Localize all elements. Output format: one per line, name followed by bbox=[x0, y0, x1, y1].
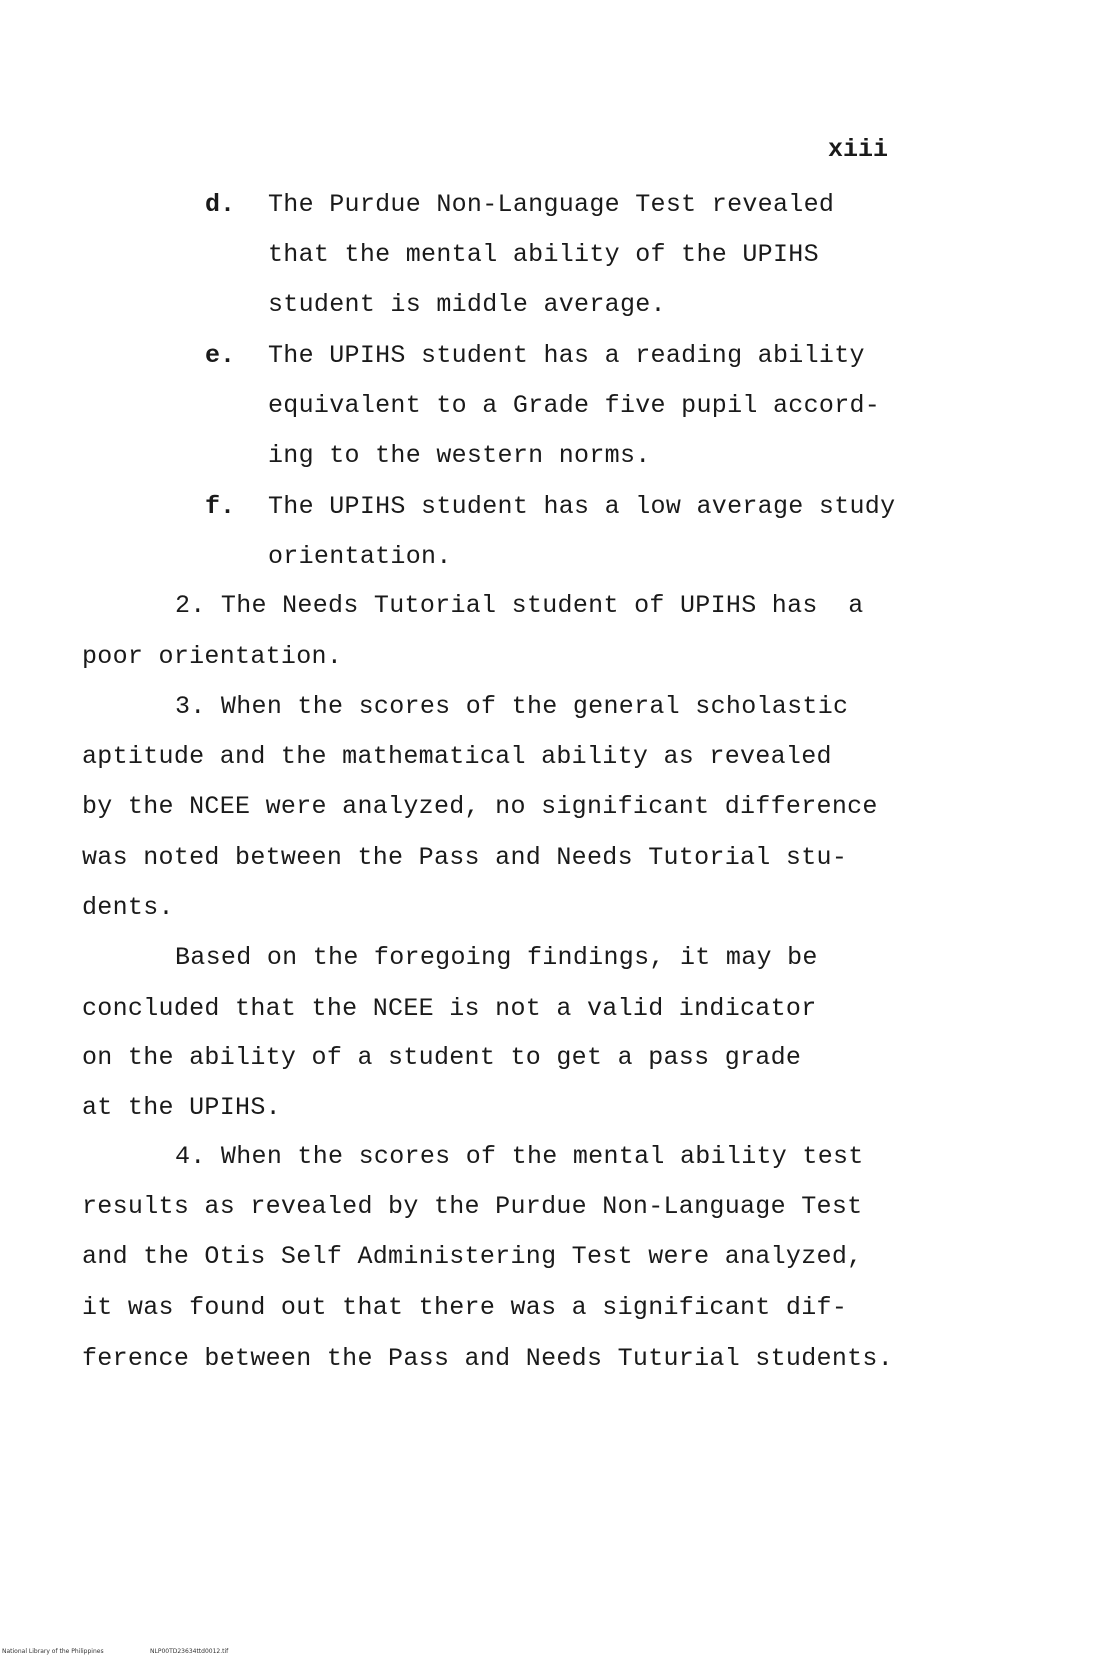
conclusion-line-2: concluded that the NCEE is not a valid indicator bbox=[82, 994, 817, 1023]
conclusion-line-3: on the ability of a student to get a pass grade bbox=[82, 1043, 802, 1072]
paragraph-3-line-2: aptitude and the mathematical ability as revealed bbox=[82, 742, 832, 771]
paragraph-3-line-3: by the NCEE were analyzed, no significant difference bbox=[82, 792, 878, 821]
item-f-line-2: orientation. bbox=[268, 542, 452, 571]
footer-file: NLP00TD23634ttd0012.tif bbox=[150, 1648, 229, 1655]
item-d-line-2: that the mental ability of the UPIHS bbox=[268, 240, 819, 269]
item-e-line-3: ing to the western norms. bbox=[268, 441, 651, 470]
paragraph-3-line-5: dents. bbox=[82, 893, 174, 922]
paragraph-4-line-5: ference between the Pass and Needs Tuturial students. bbox=[82, 1344, 894, 1373]
footer-library: National Library of the Philippines bbox=[2, 1648, 104, 1655]
item-d-marker: d. bbox=[205, 190, 236, 219]
paragraph-4-line-3: and the Otis Self Administering Test were analyzed, bbox=[82, 1242, 863, 1271]
conclusion-line-1: Based on the foregoing findings, it may be bbox=[175, 943, 818, 972]
paragraph-4-line-2: results as revealed by the Purdue Non-Language Test bbox=[82, 1192, 863, 1221]
paragraph-2-line-1: 2. The Needs Tutorial student of UPIHS has a bbox=[175, 591, 864, 620]
item-e-line-2: equivalent to a Grade five pupil accord- bbox=[268, 391, 881, 420]
item-d-line-1: The Purdue Non-Language Test revealed bbox=[268, 190, 835, 219]
item-f-marker: f. bbox=[205, 492, 236, 521]
conclusion-line-4: at the UPIHS. bbox=[82, 1093, 281, 1122]
paragraph-3-line-4: was noted between the Pass and Needs Tutorial stu- bbox=[82, 843, 848, 872]
paragraph-4-line-4: it was found out that there was a significant dif- bbox=[82, 1293, 848, 1322]
page-number: xiii bbox=[828, 135, 889, 164]
paragraph-4-line-1: 4. When the scores of the mental ability test bbox=[175, 1142, 864, 1171]
paragraph-2-line-2: poor orientation. bbox=[82, 642, 343, 671]
item-e-marker: e. bbox=[205, 341, 236, 370]
paragraph-3-line-1: 3. When the scores of the general scholastic bbox=[175, 692, 849, 721]
item-e-line-1: The UPIHS student has a reading ability bbox=[268, 341, 865, 370]
item-d-line-3: student is middle average. bbox=[268, 290, 666, 319]
item-f-line-1: The UPIHS student has a low average study bbox=[268, 492, 896, 521]
